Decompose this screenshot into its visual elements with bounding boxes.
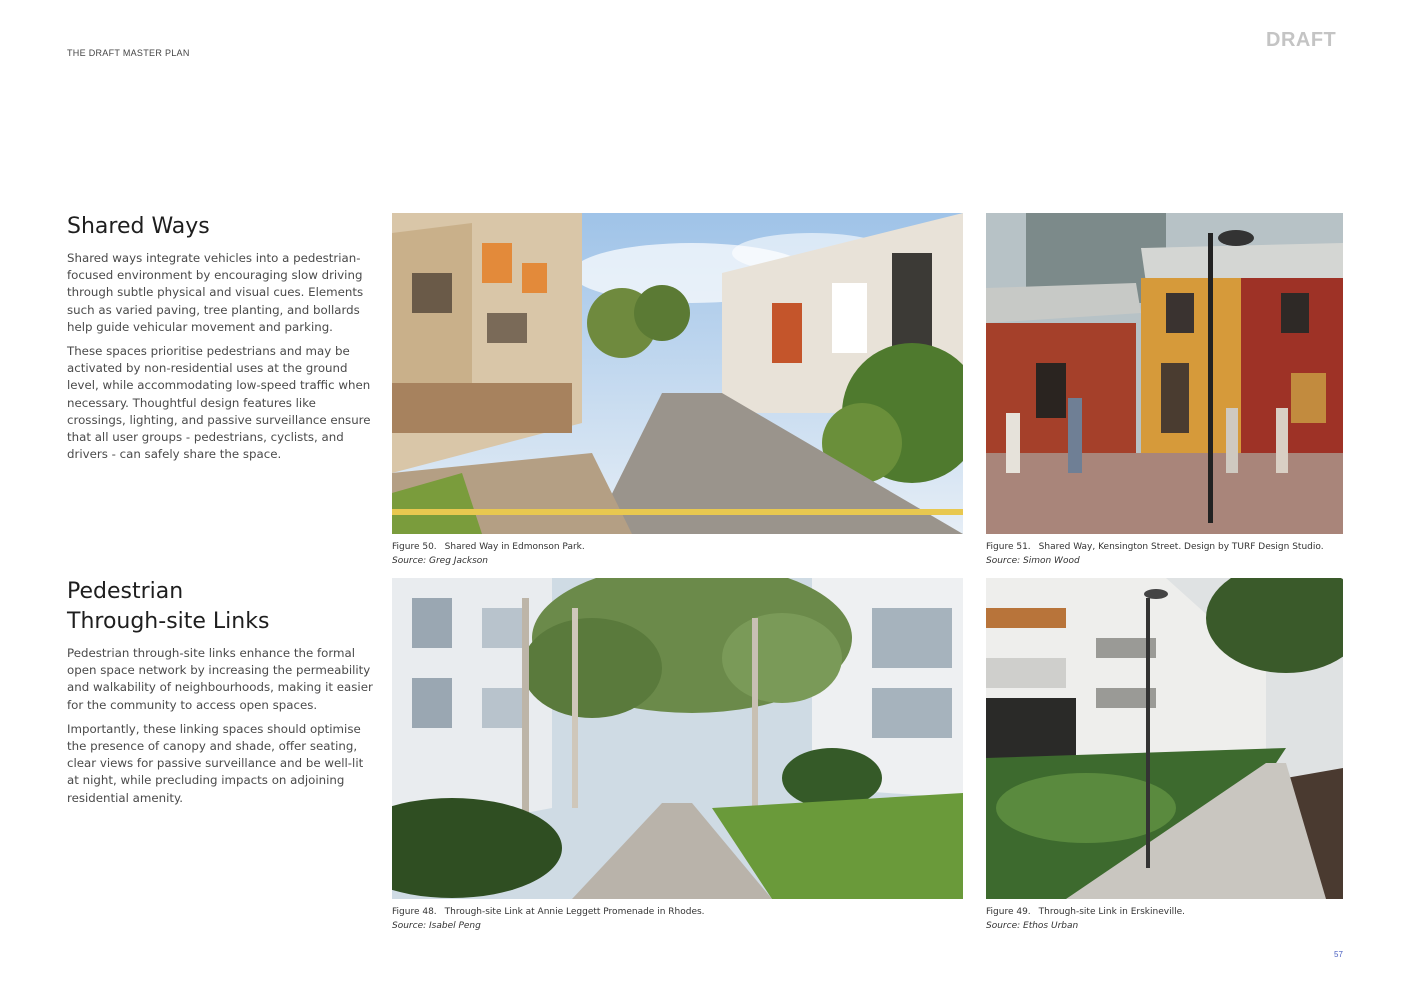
figure-caption-text: Shared Way, Kensington Street. Design by TURF Design Studio. [1038, 542, 1324, 552]
draft-watermark: DRAFT [1266, 29, 1337, 51]
figure-number: Figure 50. [392, 542, 437, 552]
document-header-label: THE DRAFT MASTER PLAN [67, 48, 190, 58]
section-title [67, 577, 373, 637]
figure-source: Source: Isabel Peng [392, 921, 481, 931]
section-title-line: Through-site Links [67, 609, 270, 634]
section-through-site-links [67, 577, 373, 814]
figure-source: Source: Simon Wood [986, 556, 1080, 566]
figure-caption-text: Through-site Link at Annie Leggett Promenade in Rhodes. [444, 907, 705, 917]
figure-48-caption [392, 905, 705, 933]
figure-48-photo [392, 578, 963, 899]
figure-51-photo [986, 213, 1343, 534]
figure-source: Source: Ethos Urban [986, 921, 1079, 931]
figure-number: Figure 51. [986, 542, 1031, 552]
figure-49-caption [986, 905, 1185, 933]
figure-source: Source: Greg Jackson [392, 556, 489, 566]
page-number: 57 [1334, 950, 1343, 959]
section-paragraph: Pedestrian through-site links enhance the formal open space network by increasing the permeability and walkability of neighbourhoods, making it easier for the community to access open spaces. [67, 646, 373, 712]
figure-50-photo [392, 213, 963, 534]
section-shared-ways [67, 212, 373, 470]
figure-51-caption [986, 540, 1324, 568]
section-paragraph: Shared ways integrate vehicles into a pedestrian-focused environment by encouraging slow driving through subtle physical and visual cues. Elements such as varied paving, tree planting, and bollards help guide vehicular movement and parking. [67, 251, 364, 334]
section-title: Shared Ways [67, 214, 210, 239]
figure-caption-text: Through-site Link in Erskineville. [1038, 907, 1185, 917]
section-paragraph: Importantly, these linking spaces should optimise the presence of canopy and shade, offer seating, clear views for passive surveillance and be well-lit at night, while precluding impacts on adjoining residential amenity. [67, 721, 364, 805]
figure-number: Figure 49. [986, 907, 1031, 917]
section-paragraph: These spaces prioritise pedestrians and may be activated by non-residential uses at the ground level, while accommodating low-speed traffic when necessary. Thoughtful design features like crossings, lighting, and passive surveillance ensure that all user groups - pedestrians, cyclists, and drivers - can safely share the space. [67, 344, 371, 462]
figure-49-photo [986, 578, 1343, 899]
figure-number: Figure 48. [392, 907, 437, 917]
section-title-line: Pedestrian [67, 579, 184, 604]
figure-caption-text: Shared Way in Edmonson Park. [444, 542, 585, 552]
figure-50-caption [392, 540, 585, 568]
